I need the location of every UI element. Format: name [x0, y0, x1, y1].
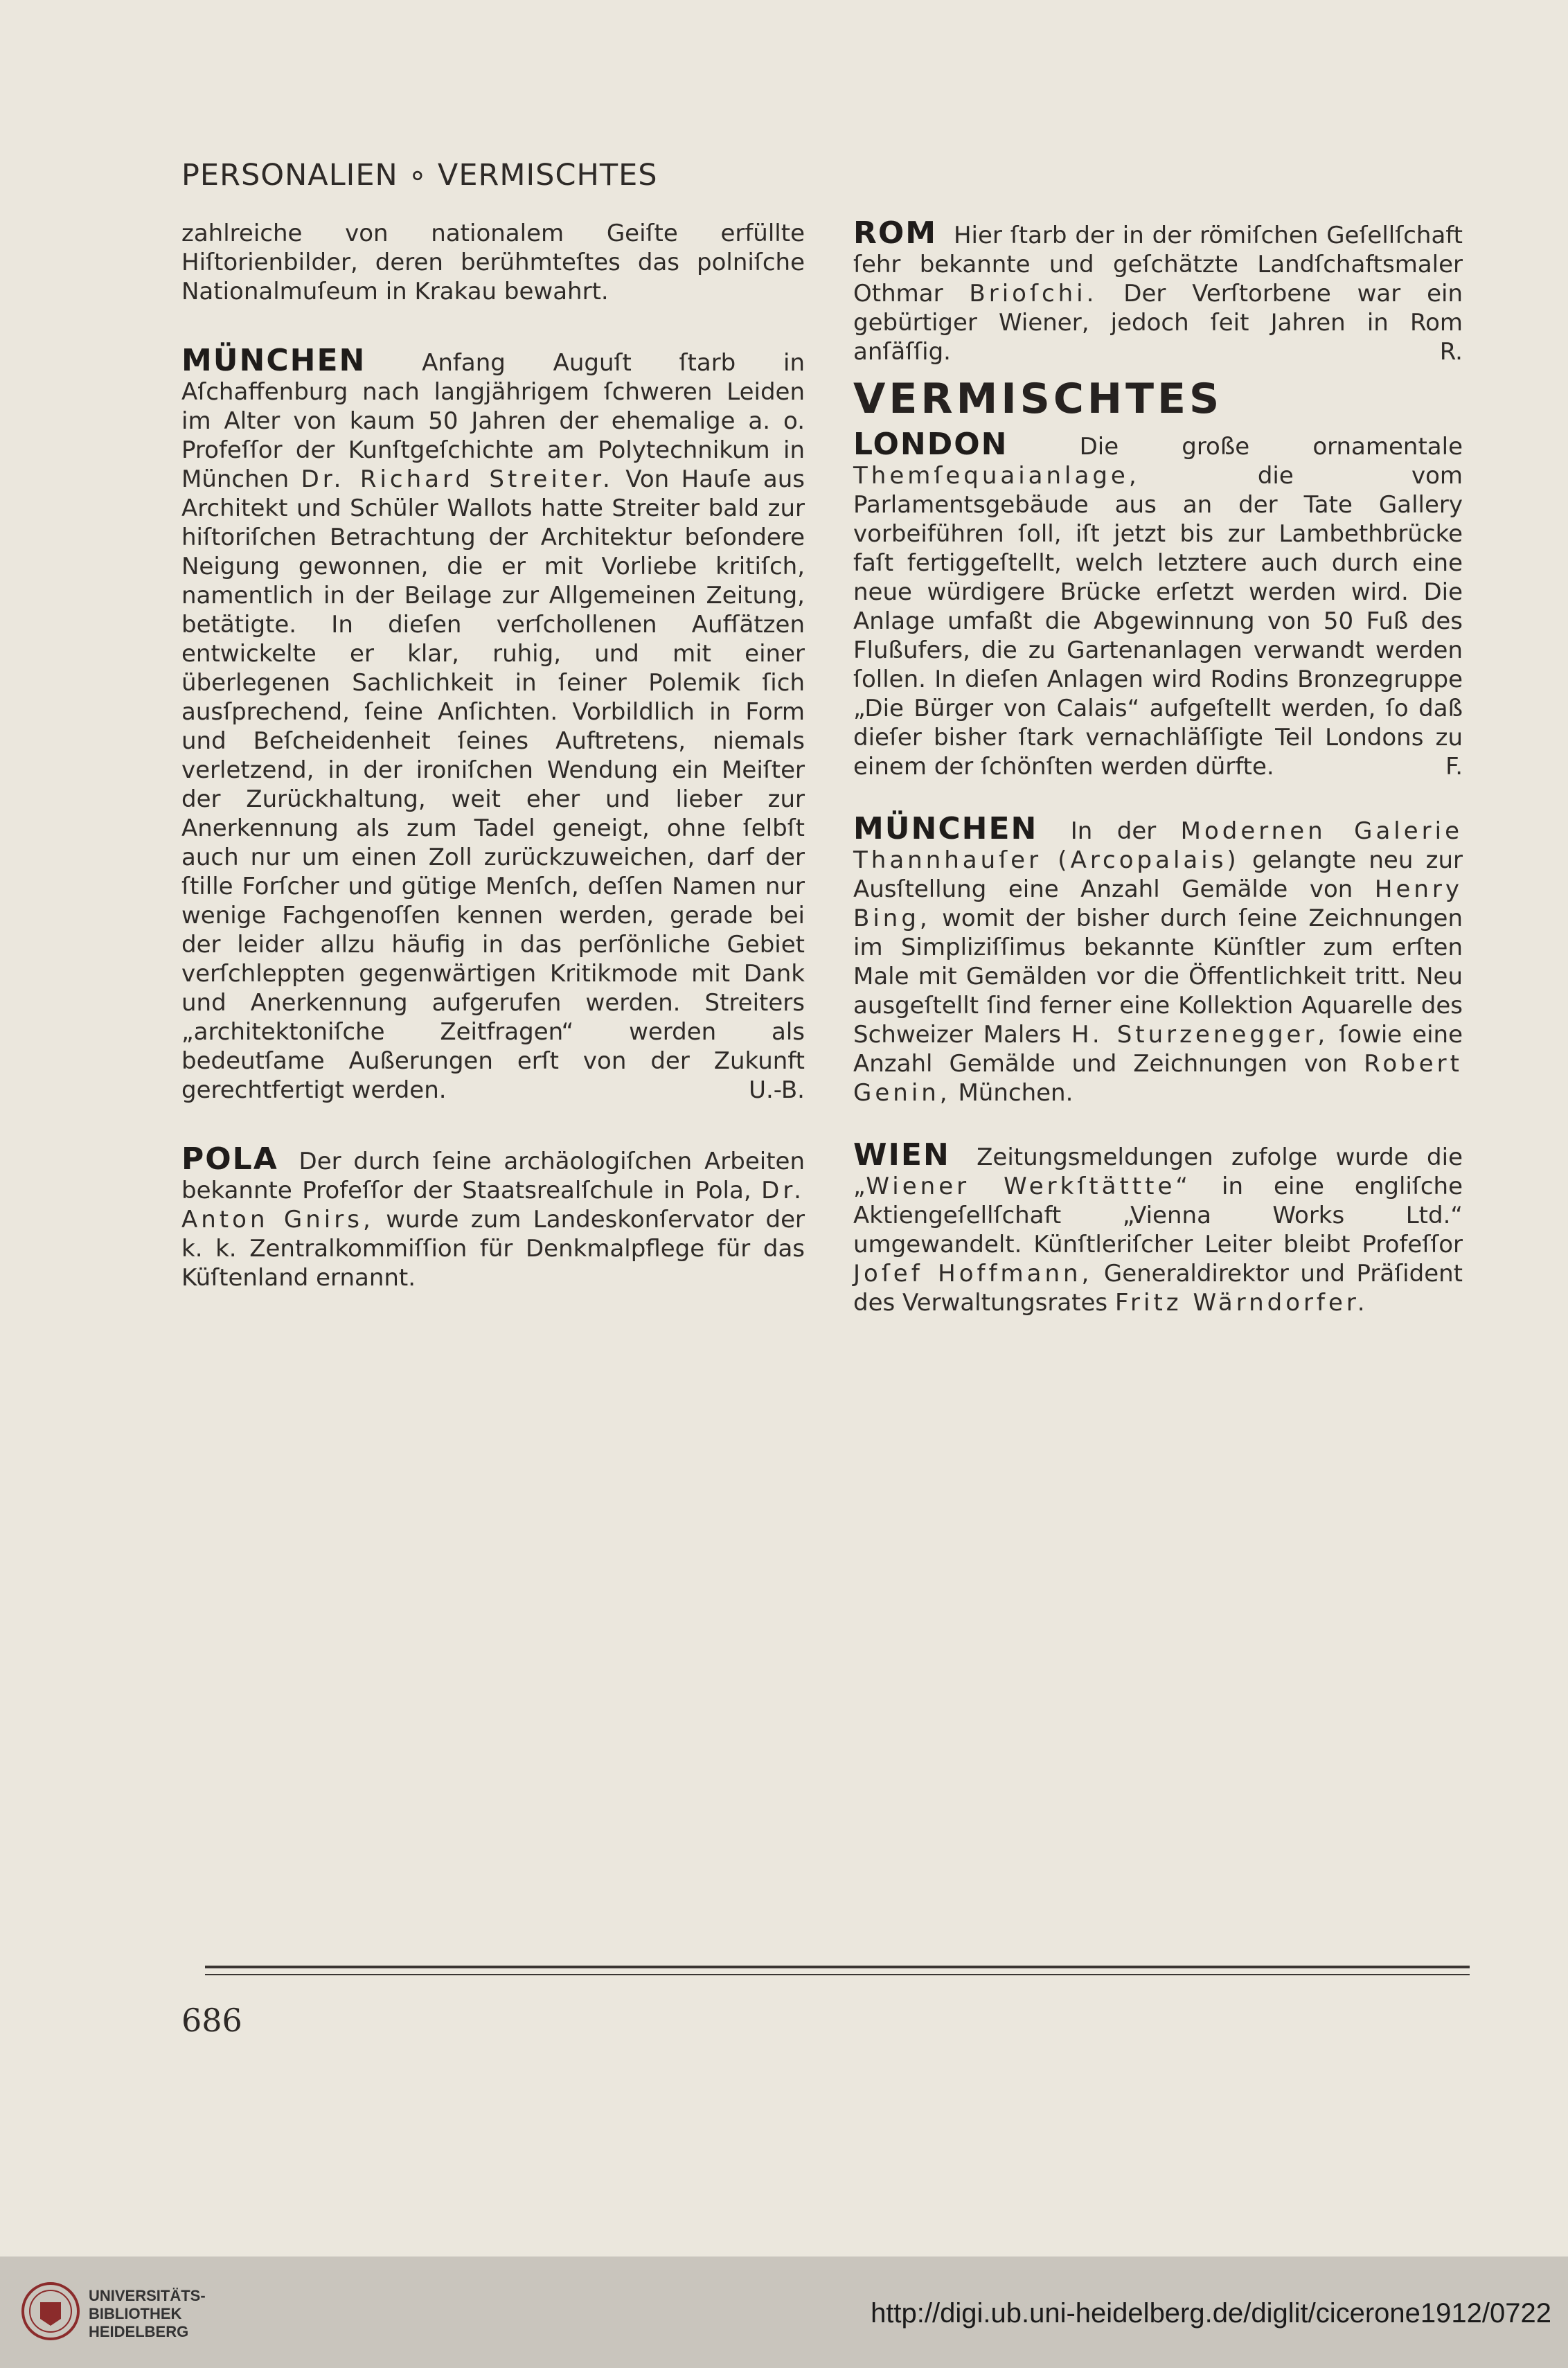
article-text: die vom Parlamentsgebäude aus an der Tate Gallery vorbeiführen ſoll, iſt jetzt bis zur Lambethbrücke faſt fertiggeſtellt, welch letztere auch durch eine neue würdigere Brücke erſetzt werden wird. Die Anlage umfaßt die Abgewinnung von 50 Fuß des Flußufers, die zu Gartenanlagen verwandt werden ſollen. In dieſen Anlagen wird Rodins Bronzegruppe „Die Bürger von Calais“ aufgeſtellt werden, ſo daß dieſer bisher ſtark vernachläſſigte Teil Londons zu einem der ſchönſten werden dürfte. [853, 462, 1463, 781]
article-text: ſowie eine Anzahl Gemälde und Zeichnungen von [853, 1021, 1463, 1078]
article-muenchen-right [853, 811, 1463, 1107]
person-name: Brioſchi. [969, 280, 1098, 308]
article-keyword: MÜNCHEN [181, 343, 366, 378]
article-text: Zeitungsmeldungen zufolge wurde die [977, 1143, 1463, 1171]
article-text: gelangte neu zur Ausſtellung eine Anzahl Gemälde von [853, 846, 1463, 903]
article-wien [853, 1137, 1463, 1317]
article-text: Der durch ſeine archäologiſchen Arbeiten bekannte Profeſſor der Staatsrealſchule in Pola, [181, 1148, 805, 1204]
article-text: Hier ſtarb der in der römiſchen Geſellſchaft ſehr bekannte und geſchätzte Landſchaftsmaler Othmar [853, 222, 1463, 308]
author-signature: F. [1445, 753, 1463, 781]
person-name: Dr. Richard Streiter. [301, 465, 614, 493]
company-name: „Wiener Werkſtättte“ [853, 1173, 1191, 1200]
library-name-line: HEIDELBERG [89, 2323, 189, 2340]
intro-paragraph: zahlreiche von nationalem Geiſte erfüllte Hiſtorienbilder, deren berühmteſtes das polniſche Nationalmuſeum in Krakau bewahrt. [181, 220, 805, 305]
gallery-name: Modernen Galerie Thannhauſer (Arcopalais) [853, 817, 1463, 874]
article-keyword: WIEN [853, 1137, 950, 1173]
right-column [853, 215, 1463, 1317]
article-keyword: POLA [181, 1141, 278, 1177]
library-name-line: BIBLIOTHEK [89, 2305, 182, 2322]
article-keyword: ROM [853, 215, 938, 251]
article-text: Die große ornamentale [1079, 433, 1463, 461]
left-column [181, 219, 805, 1292]
author-signature: R. [1439, 338, 1463, 366]
university-seal-icon [19, 2280, 82, 2342]
running-head: PERSONALIEN ∘ VERMISCHTES [181, 158, 658, 193]
person-name: H. Sturzenegger, [1071, 1021, 1329, 1049]
article-text: Generaldirektor und Präſident des Verwaltungsrates [853, 1260, 1463, 1317]
article-text: München. [958, 1079, 1073, 1107]
library-name-line: UNIVERSITÄTS- [89, 2287, 206, 2304]
article-text: wurde zum Landeskonſervator der k. k. Zentralkommiſſion für Denkmalpflege für das Küſtenland ernannt. [181, 1206, 805, 1292]
person-name: Dr. Anton Gnirs, [181, 1177, 805, 1234]
page-number: 686 [181, 2002, 242, 2039]
footer-rule [205, 1966, 1470, 1968]
article-london [853, 427, 1463, 781]
article-text: Der Verſtorbene war ein gebürtiger Wiener, jedoch ſeit Jahren in Rom anſäſſig. [853, 280, 1463, 366]
article-text: Anfang Auguſt ſtarb in Aſchaffenburg nach langjährigem ſchweren Leiden im Alter von kaum 50 Jahren der ehemalige a. o. Profeſſor der Kunſtgeſchichte am Polytechnikum in München [181, 349, 805, 493]
article-muenchen-left [181, 343, 805, 1105]
person-name: Joſef Hoffmann, [853, 1260, 1093, 1288]
source-url-link[interactable]: http://digi.ub.uni-heidelberg.de/diglit/cicerone1912/0722 [871, 2298, 1551, 2329]
library-footer [0, 2256, 1568, 2368]
article-text: In der [1070, 817, 1157, 845]
article-rom [853, 215, 1463, 366]
author-signature: U.-B. [749, 1076, 805, 1104]
person-name: Henry Bing, [853, 875, 1463, 932]
person-name: Robert Genin, [853, 1050, 1463, 1107]
article-text: womit der bisher durch ſeine Zeichnungen im Simpliziſſimus bekannte Künſtler zum erſten Male mit Gemälden vor die Öffentlichkeit tritt. Neu ausgeſtellt ſind ferner eine Kollektion Aquarelle des Schweizer Malers [853, 905, 1463, 1049]
section-heading: VERMISCHTES [853, 375, 1223, 423]
place-name: Themſequaianlage, [853, 462, 1140, 490]
footer-rule-thin [205, 1974, 1470, 1975]
article-pola [181, 1141, 805, 1292]
person-name: Fritz Wärndorfer. [1114, 1289, 1369, 1317]
article-text: Von Hauſe aus Architekt und Schüler Wallots hatte Streiter bald zur hiſtoriſchen Betrachtung der Architektur beſondere Neigung gewonnen, die er mit Vorliebe kritiſch, namentlich in der Beilage zur Allgemeinen Zeitung, betätigte. In dieſen verſchollenen Aufſätzen entwickelte er klar, ruhig, und mit einer überlegenen Sachlichkeit in ſeiner Polemik ſich ausſprechend, ſeine Anſichten. Vorbildlich in Form und Beſcheidenheit ſeines Auftretens, niemals verletzend, in der ironiſchen Wendung ein Meiſter der Zurückhaltung, weit eher und lieber zur Anerkennung als zum Tadel geneigt, ohne ſelbſt auch nur um einen Zoll zurückzuweichen, darf der ſtille Forſcher und gütige Menſch, deſſen Namen nur wenige Fachgenoſſen kennen werden, gerade bei der leider allzu häufig in das perſönliche Gebiet verſchleppten gegenwärtigen Kritikmode mit Dank und Anerkennung aufgerufen werden. Streiters „architektoniſche Zeitfragen“ werden als bedeutſame Außerungen erſt von der Zukunft gerechtfertigt werden. [181, 465, 805, 1104]
article-keyword: LONDON [853, 427, 1008, 462]
library-name [89, 2287, 206, 2341]
article-keyword: MÜNCHEN [853, 811, 1038, 846]
article-text: in eine engliſche Aktiengeſellſchaft „Vienna Works Ltd.“ umgewandelt. Künſtleriſcher Leiter bleibt Profeſſor [853, 1173, 1463, 1258]
